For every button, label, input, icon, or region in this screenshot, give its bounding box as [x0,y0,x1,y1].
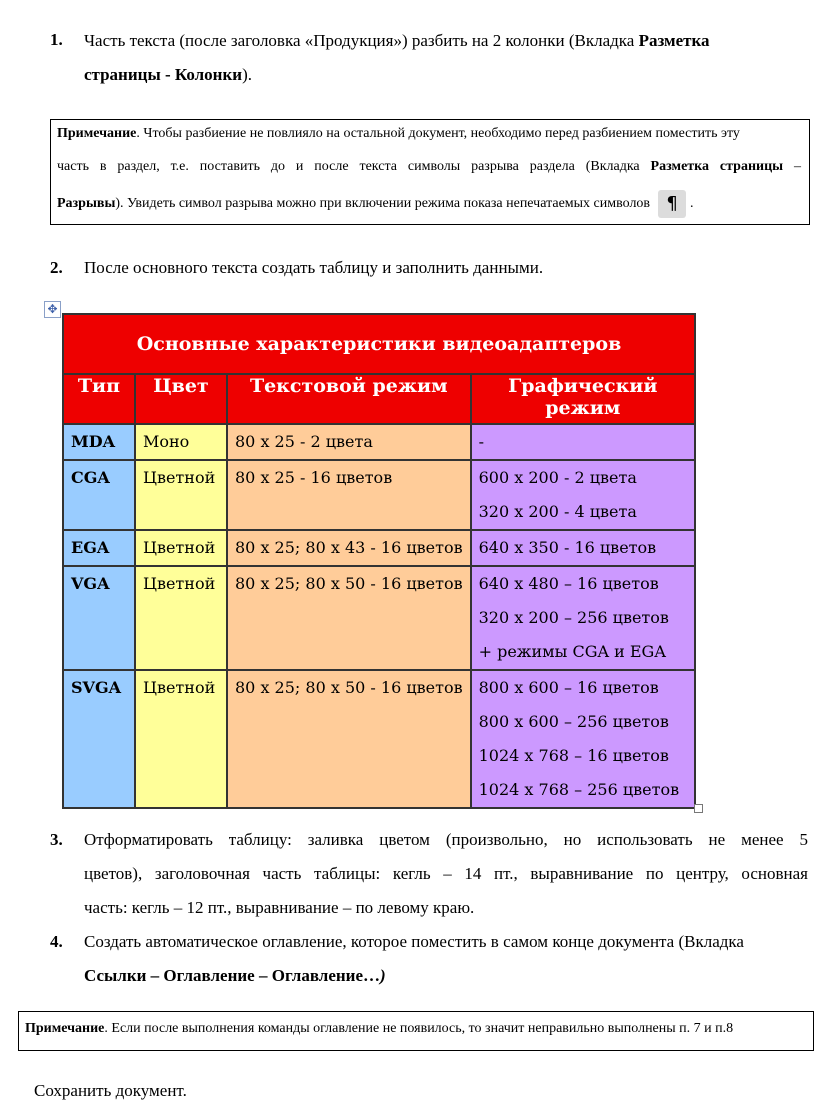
note-1-line-2: часть в раздел, т.е. поставить до и после текста символы разрыва раздела (Вкладка Разметка страницы – [57,159,802,174]
cell-graphic-mode: - [471,424,695,460]
item-1-text: Часть текста (после заголовка «Продукция») разбить на 2 колонки (Вкладка Разметка страницы - Колонки). [84,31,710,84]
item-2-number: 2. [50,258,63,277]
cell-text-mode: 80 х 25 - 2 цвета [227,424,471,460]
item-1-number: 1. [50,30,63,49]
cell-text-mode: 80 х 25 - 16 цветов [227,460,471,530]
table-row [63,670,695,808]
cell-graphic-mode: 640 х 350 - 16 цветов [471,530,695,566]
cell-graphic-mode: 600 х 200 - 2 цвета 320 х 200 - 4 цвета [471,460,695,530]
move-icon[interactable]: ✥ [44,301,61,318]
header-type: Тип [63,374,135,424]
cell-color: Цветной [135,530,227,566]
table-row [63,424,695,460]
cell-color: Цветной [135,460,227,530]
cell-color: Цветной [135,566,227,670]
header-color: Цвет [135,374,227,424]
cell-graphic-mode: 800 х 600 – 16 цветов 800 х 600 – 256 цветов 1024 х 768 – 16 цветов 1024 х 768 – 256 цветов [471,670,695,808]
note-1-line-1: Примечание. Чтобы разбиение не повлияло на остальной документ, необходимо перед разбиением поместить эту [57,126,740,141]
pilcrow-icon: ¶ [658,190,686,218]
video-adapters-table [62,313,696,809]
cell-type: VGA [63,566,135,670]
item-3-number: 3. [50,830,63,849]
cell-text-mode: 80 х 25; 80 х 43 - 16 цветов [227,530,471,566]
item-4-number: 4. [50,932,63,951]
cell-graphic-mode: 640 х 480 – 16 цветов 320 х 200 – 256 цветов + режимы CGA и EGA [471,566,695,670]
cell-type: EGA [63,530,135,566]
note-box-2 [18,1011,814,1051]
cell-text-mode: 80 х 25; 80 х 50 - 16 цветов [227,566,471,670]
header-graphic-mode: Графический режим [471,374,695,424]
note-1-line-3: Разрывы). Увидеть символ разрыва можно при включении режима показа непечатаемых символов ¶ . [57,190,694,218]
table-title: Основные характеристики видеоадаптеров [63,314,695,374]
table-row [63,530,695,566]
table-row [63,460,695,530]
cell-type: CGA [63,460,135,530]
cell-text-mode: 80 х 25; 80 х 50 - 16 цветов [227,670,471,808]
cell-color: Цветной [135,670,227,808]
cell-type: SVGA [63,670,135,808]
item-3-text: Отформатировать таблицу: заливка цветом (произвольно, но использовать не менее 5 цветов), заголовочная часть таблицы: кегль – 14 пт., выравнивание по центру, основная часть: кегль – 12 пт., выравнивание – по левому краю. [84,830,808,917]
item-2-text: После основного текста создать таблицу и заполнить данными. [84,258,544,277]
header-text-mode: Текстовой режим [227,374,471,424]
cell-type: MDA [63,424,135,460]
table-resize-handle[interactable] [694,804,703,813]
note-2-text: Примечание. Если после выполнения команды оглавление не появилось, то значит неправильно выполнены п. 7 и п.8 [25,1021,734,1036]
table-row [63,566,695,670]
cell-color: Моно [135,424,227,460]
note-box-1 [50,119,810,225]
footer-text: Сохранить документ. [34,1081,187,1100]
item-4-text: Создать автоматическое оглавление, которое поместить в самом конце документа (Вкладка Ссылки – Оглавление – Оглавление…) [84,932,744,985]
